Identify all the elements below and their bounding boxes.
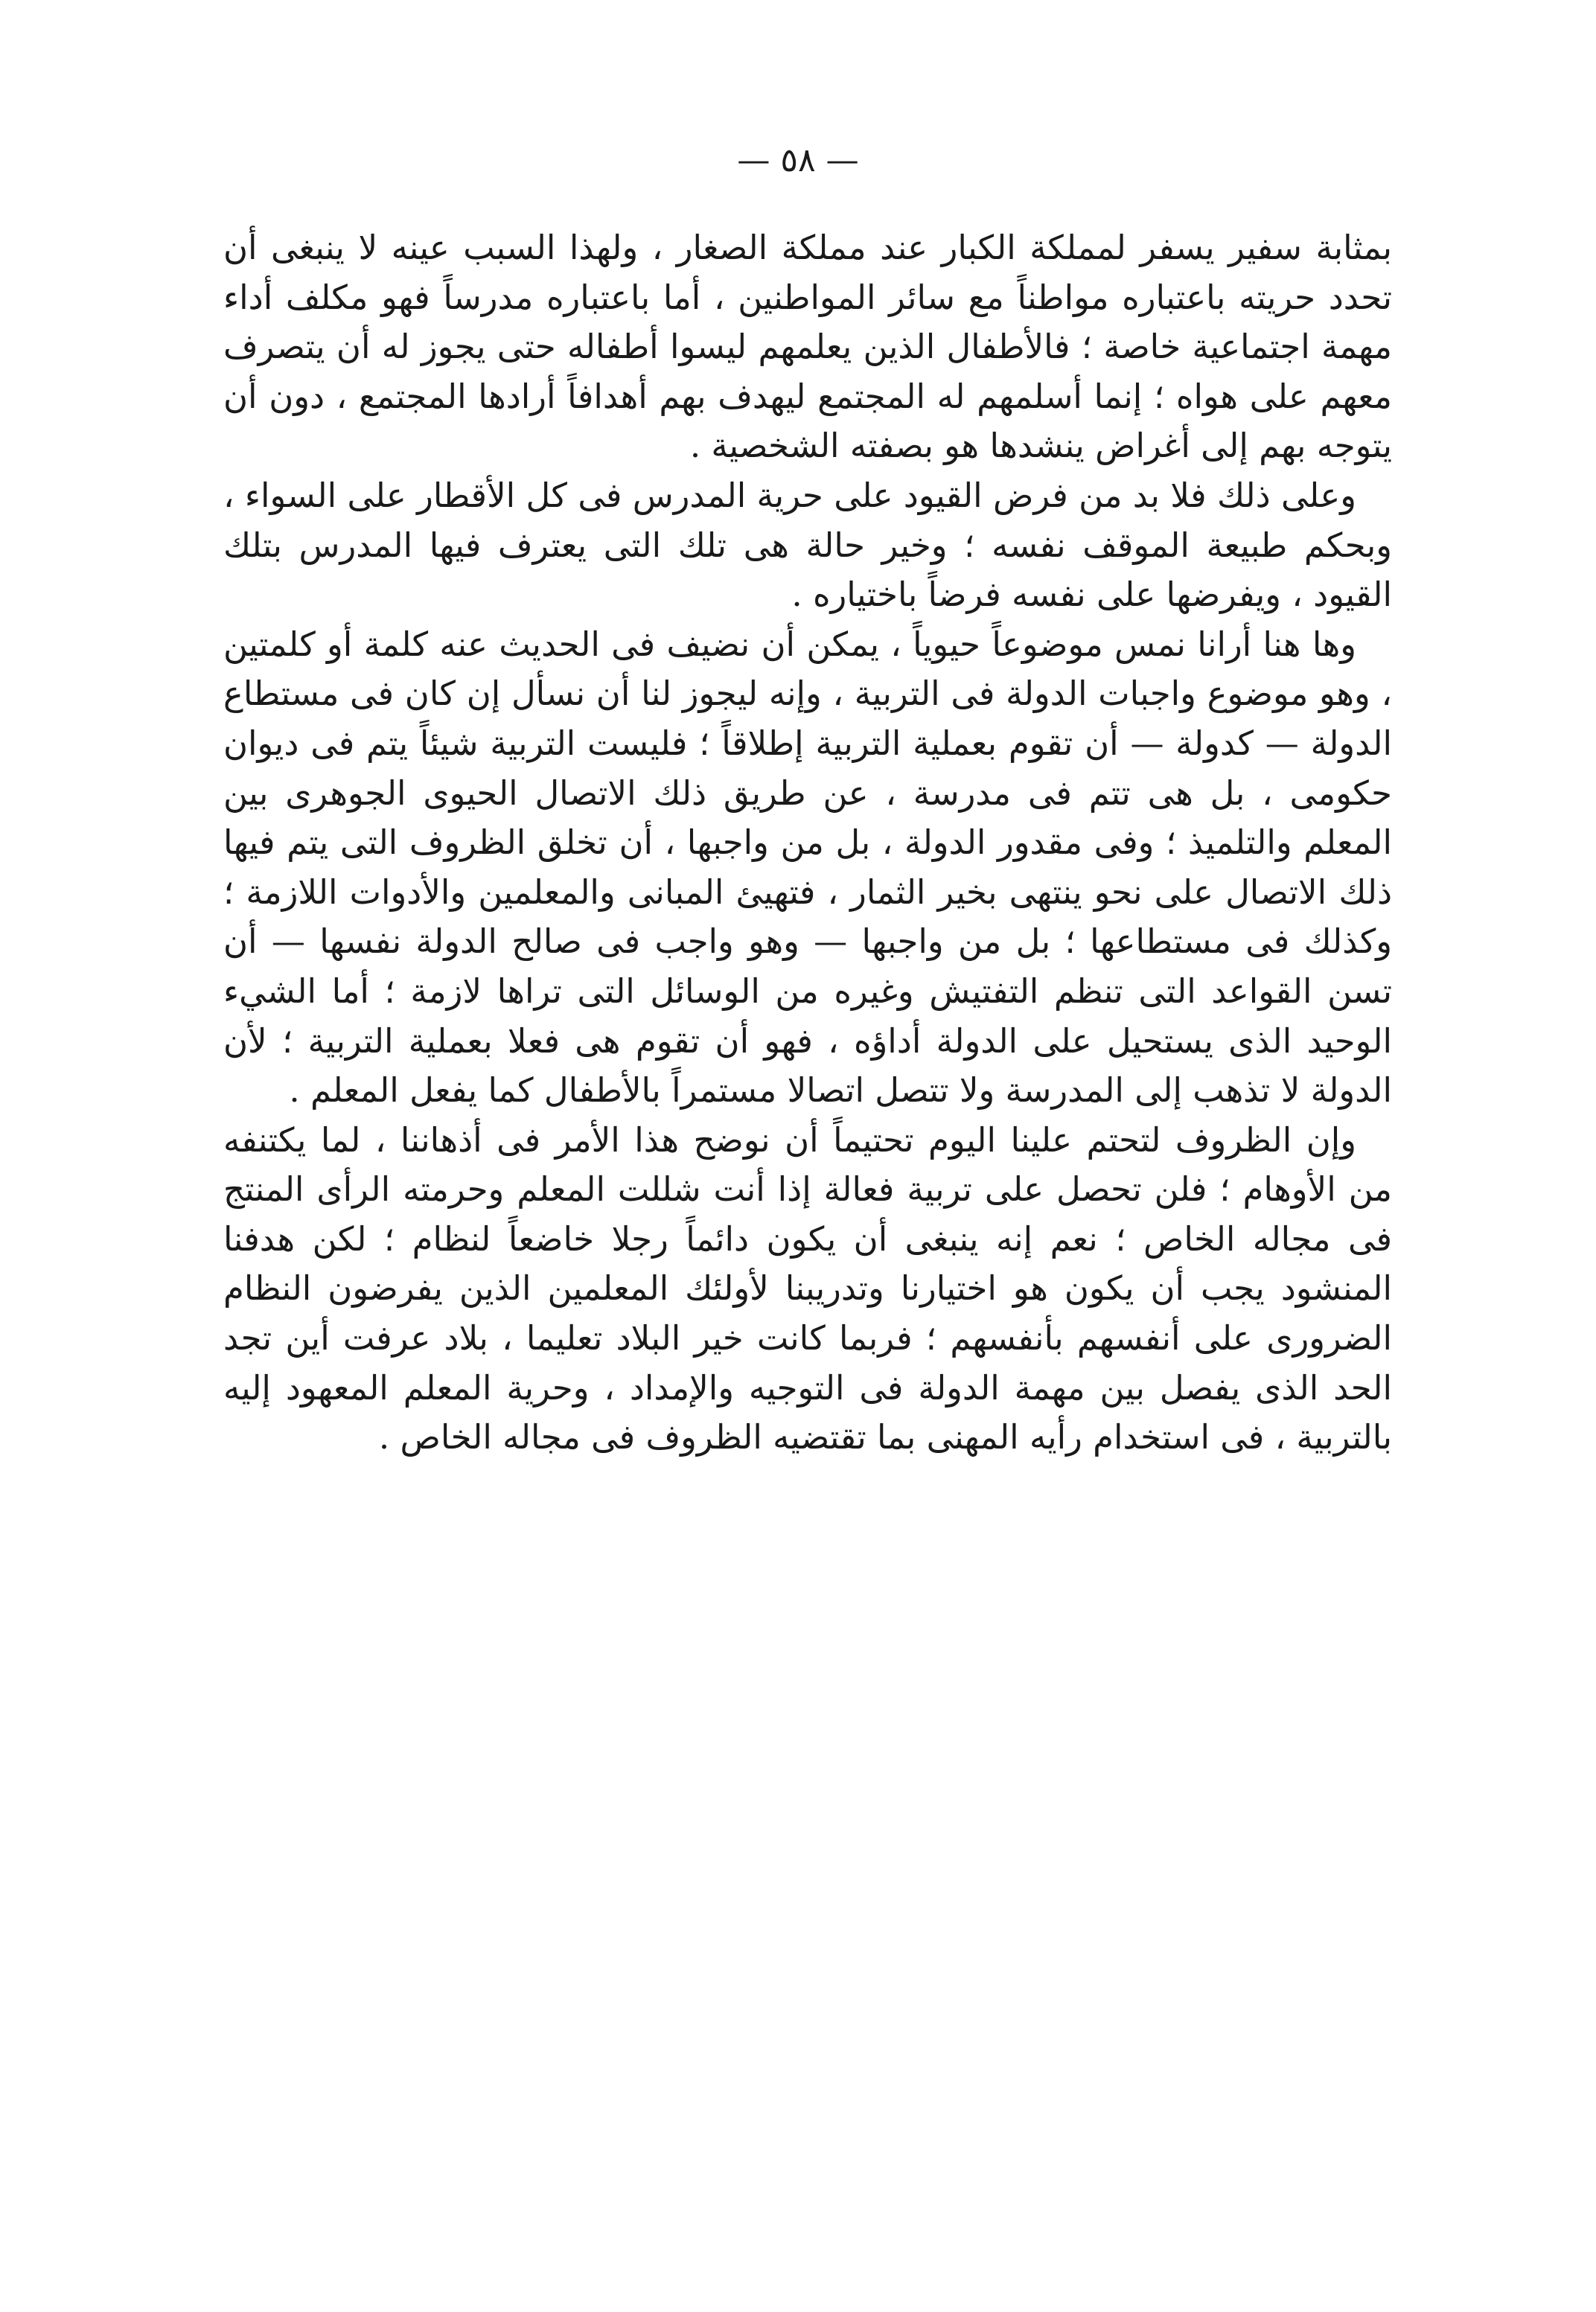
paragraph-3: وها هنا أرانا نمس موضوعاً حيوياً ، يمكن أن نضيف فى الحديث عنه كلمة أو كلمتين ، وهو موضوع واجبات الدولة فى التربية ، وإنه ليجوز لنا أن نسأل إن كان فى مستطاع الدولة — كدولة — أن تقوم بعملية التربية إطلاقاً ؛ فليست التربية شيئاً يتم فى ديوان حكومى ، بل هى تتم فى مدرسة ، عن طريق ذلك الاتصال الحيوى الجوهرى بين المعلم والتلميذ ؛ وفى مقدور الدولة ، بل من واجبها ، أن تخلق الظروف التى يتم فيها ذلك الاتصال على نحو ينتهى بخير الثمار ، فتهيئ المبانى والمعلمين والأدوات اللازمة ؛ وكذلك فى مستطاعها ؛ بل من واجبها — وهو واجب فى صالح الدولة نفسها — أن تسن القواعد التى تنظم التفتيش وغيره من الوسائل التى تراها لازمة ؛ أما الشيء الوحيد الذى يستحيل على الدولة أداؤه ، فهو أن تقوم هى فعلا بعملية التربية ؛ لأن الدولة لا تذهب إلى المدرسة ولا تتصل اتصالا مستمراً بالأطفال كما يفعل المعلم . — [223, 624, 1392, 1111]
paragraph-1: بمثابة سفير يسفر لمملكة الكبار عند مملكة الصغار ، ولهذا السبب عينه لا ينبغى أن تحدد حريته باعتباره مواطناً مع سائر المواطنين ، أما باعتباره مدرساً فهو مكلف أداء مهمة اجتماعية خاصة ؛ فالأطفال الذين يعلمهم ليسوا أطفاله حتى يجوز له أن يتصرف معهم على هواه ؛ إنما أسلمهم له المجتمع ليهدف بهم أهدافاً أرادها المجتمع ، دون أن يتوجه بهم إلى أغراض ينشدها هو بصفته الشخصية . — [223, 228, 1392, 466]
page-number: — ٥٨ — — [737, 141, 859, 179]
paragraph-4: وإن الظروف لتحتم علينا اليوم تحتيماً أن نوضح هذا الأمر فى أذهاننا ، لما يكتنفه من الأوهام ؛ فلن تحصل على تربية فعالة إذا أنت شللت المعلم وحرمته الرأى المنتج فى مجاله الخاص ؛ نعم إنه ينبغى أن يكون دائماً رجلا خاضعاً لنظام ؛ لكن هدفنا المنشود يجب أن يكون هو اختيارنا وتدريبنا لأولئك المعلمين الذين يفرضون النظام الضرورى على أنفسهم بأنفسهم ؛ فربما كانت خير البلاد تعليما ، بلاد عرفت أين تجد الحد الذى يفصل بين مهمة الدولة فى التوجيه والإمداد ، وحرية المعلم المعهود إليه بالتربية ، فى استخدام رأيه المهنى بما تقتضيه الظروف فى مجاله الخاص . — [223, 1120, 1392, 1457]
body-text — [223, 223, 1392, 1463]
paragraph-2: وعلى ذلك فلا بد من فرض القيود على حرية المدرس فى كل الأقطار على السواء ، وبحكم طبيعة الموقف نفسه ؛ وخير حالة هى تلك التى يعترف فيها المدرس بتلك القيود ، ويفرضها على نفسه فرضاً باختياره . — [223, 475, 1392, 615]
